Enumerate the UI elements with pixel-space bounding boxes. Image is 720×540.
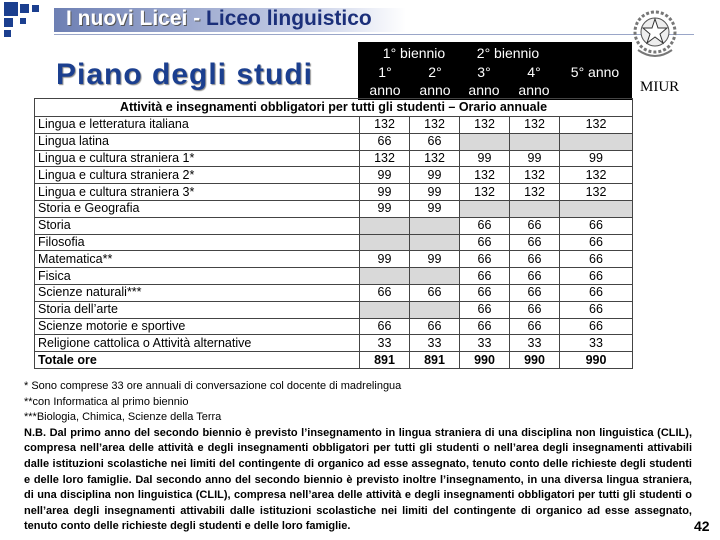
study-plan-table: [34, 98, 633, 369]
hours-cell: 33: [460, 335, 510, 352]
hours-cell: 66: [460, 318, 510, 335]
hours-cell: 66: [410, 133, 460, 150]
table-row: [35, 217, 633, 234]
hours-cell: 66: [460, 284, 510, 301]
hours-cell: [360, 234, 410, 251]
hours-cell: 66: [410, 284, 460, 301]
table-row: [35, 268, 633, 285]
title-divider: [54, 34, 694, 35]
hours-cell: 66: [560, 301, 633, 318]
hours-cell: 99: [460, 150, 510, 167]
hours-cell: 132: [510, 184, 560, 201]
page-title: I nuovi Licei - Liceo linguistico: [66, 7, 372, 30]
subject-cell: Storia dell’arte: [35, 301, 360, 318]
decor-square: [32, 5, 39, 12]
hours-cell: 132: [510, 117, 560, 134]
hours-cell: 66: [560, 284, 633, 301]
hours-cell: [460, 133, 510, 150]
hours-cell: 99: [410, 200, 460, 217]
hours-cell: 66: [360, 318, 410, 335]
hours-cell: 132: [560, 167, 633, 184]
table-row: [35, 150, 633, 167]
hours-cell: 990: [510, 352, 560, 369]
hours-cell: 66: [510, 251, 560, 268]
hours-cell: 66: [360, 284, 410, 301]
hours-cell: [410, 268, 460, 285]
miur-logo-text: MIUR: [640, 79, 680, 95]
subject-cell: Filosofia: [35, 234, 360, 251]
subject-cell: Storia: [35, 217, 360, 234]
hours-cell: 33: [560, 335, 633, 352]
section-title-row: [35, 99, 633, 117]
hours-cell: [560, 200, 633, 217]
hours-cell: 891: [410, 352, 460, 369]
table-row: [35, 167, 633, 184]
hours-cell: 66: [510, 234, 560, 251]
table-row: [35, 234, 633, 251]
subject-cell: Lingua e cultura straniera 1*: [35, 150, 360, 167]
hours-cell: 99: [410, 184, 460, 201]
hours-cell: 66: [560, 251, 633, 268]
hours-cell: 99: [410, 167, 460, 184]
hours-cell: 66: [460, 217, 510, 234]
subject-cell: Lingua e cultura straniera 3*: [35, 184, 360, 201]
hours-cell: [410, 234, 460, 251]
group-header-biennio2: 2° biennio: [476, 45, 540, 61]
subject-cell: Fisica: [35, 268, 360, 285]
total-row: [35, 352, 633, 369]
decor-square: [4, 30, 11, 37]
hours-cell: 66: [460, 301, 510, 318]
hours-cell: 99: [360, 200, 410, 217]
subject-cell: Storia e Geografia: [35, 200, 360, 217]
footnotes: [24, 379, 692, 535]
subject-cell: Lingua e letteratura italiana: [35, 117, 360, 134]
hours-cell: 99: [560, 150, 633, 167]
group-header-biennio1: 1° biennio: [382, 45, 446, 61]
hours-cell: 66: [360, 133, 410, 150]
hours-cell: 132: [460, 117, 510, 134]
hours-cell: [410, 217, 460, 234]
subject-cell: Lingua e cultura straniera 2*: [35, 167, 360, 184]
table-row: [35, 318, 633, 335]
table-row: [35, 284, 633, 301]
hours-cell: 132: [460, 167, 510, 184]
hours-cell: 33: [360, 335, 410, 352]
hours-cell: 99: [410, 251, 460, 268]
page-subtitle: Piano degli studi: [56, 58, 314, 91]
table-row: [35, 251, 633, 268]
hours-cell: 66: [510, 318, 560, 335]
hours-cell: [360, 217, 410, 234]
hours-cell: [560, 133, 633, 150]
hours-cell: 132: [360, 150, 410, 167]
hours-cell: 66: [510, 284, 560, 301]
hours-cell: [460, 200, 510, 217]
page-number: 42: [694, 518, 710, 534]
decor-square: [4, 2, 18, 16]
hours-cell: 132: [560, 184, 633, 201]
hours-cell: 66: [410, 318, 460, 335]
hours-cell: 66: [560, 268, 633, 285]
hours-cell: 891: [360, 352, 410, 369]
hours-cell: [360, 268, 410, 285]
hours-cell: 66: [460, 251, 510, 268]
table-row: [35, 133, 633, 150]
hours-cell: 66: [460, 268, 510, 285]
hours-cell: 132: [360, 117, 410, 134]
footnote: **con Informatica al primo biennio: [24, 395, 189, 408]
table-row: [35, 200, 633, 217]
subject-cell: Lingua latina: [35, 133, 360, 150]
hours-cell: [510, 200, 560, 217]
hours-cell: 99: [360, 184, 410, 201]
table-row: [35, 301, 633, 318]
hours-cell: 132: [410, 117, 460, 134]
subject-cell: Totale ore: [35, 352, 360, 369]
table-row: [35, 184, 633, 201]
hours-cell: 66: [510, 301, 560, 318]
hours-cell: 66: [560, 217, 633, 234]
hours-cell: 990: [460, 352, 510, 369]
table-row: [35, 117, 633, 134]
subject-cell: Religione cattolica o Attività alternative: [35, 335, 360, 352]
year-header-4: 4° anno: [518, 64, 550, 98]
hours-cell: 66: [560, 318, 633, 335]
subject-cell: Scienze naturali***: [35, 284, 360, 301]
decor-square: [4, 18, 13, 27]
hours-cell: [410, 301, 460, 318]
section-title: Attività e insegnamenti obbligatori per tutti gli studenti – Orario annuale: [35, 99, 633, 117]
hours-cell: 33: [410, 335, 460, 352]
hours-cell: 132: [460, 184, 510, 201]
hours-cell: 99: [510, 150, 560, 167]
hours-cell: [510, 133, 560, 150]
year-header-1: 1° anno: [369, 64, 401, 98]
hours-cell: 66: [510, 268, 560, 285]
hours-cell: 99: [360, 167, 410, 184]
hours-cell: 132: [510, 167, 560, 184]
hours-cell: 990: [560, 352, 633, 369]
footnote: * Sono comprese 33 ore annuali di conversazione col docente di madrelingua: [24, 380, 402, 392]
subject-cell: Matematica**: [35, 251, 360, 268]
nb-note: N.B. Dal primo anno del secondo biennio è previsto l’insegnamento in lingua straniera di una disciplina non linguistica (CLIL), compresa nell’area delle attività e degli insegnamenti obbligatori per tutti gli studenti o nell’area degli insegnamenti attivabili dalle istituzioni scolastiche nei limiti del contingente di organico ad esse assegnato, tenuto conto delle richieste degli studenti e delle loro famiglie. Dal secondo anno del secondo biennio è previsto inoltre l’insegnamento, in una diversa lingua straniera, di una disciplina non linguistica (CLIL), compresa nell’area delle attività e degli insegnamenti obbligatori per tutti gli studenti o nell’area degli insegnamenti attivabili dalle istituzioni scolastiche nei limiti del contingente di organico ad esse assegnato, tenuto conto delle richieste degli studenti e delle loro famiglie.: [24, 426, 692, 533]
hours-cell: 99: [360, 251, 410, 268]
decor-square: [20, 4, 29, 13]
year-header-5: 5° anno: [570, 64, 620, 80]
republic-emblem-icon: [628, 6, 682, 70]
hours-cell: 66: [510, 217, 560, 234]
year-header-2: 2° anno: [419, 64, 451, 98]
hours-cell: [360, 301, 410, 318]
hours-cell: 33: [510, 335, 560, 352]
footnote: ***Biologia, Chimica, Scienze della Terra: [24, 411, 222, 424]
hours-cell: 66: [460, 234, 510, 251]
table-row: [35, 335, 633, 352]
hours-cell: 132: [560, 117, 633, 134]
decor-square: [20, 18, 26, 24]
hours-cell: 132: [410, 150, 460, 167]
subject-cell: Scienze motorie e sportive: [35, 318, 360, 335]
year-header-3: 3° anno: [468, 64, 500, 98]
hours-cell: 66: [560, 234, 633, 251]
